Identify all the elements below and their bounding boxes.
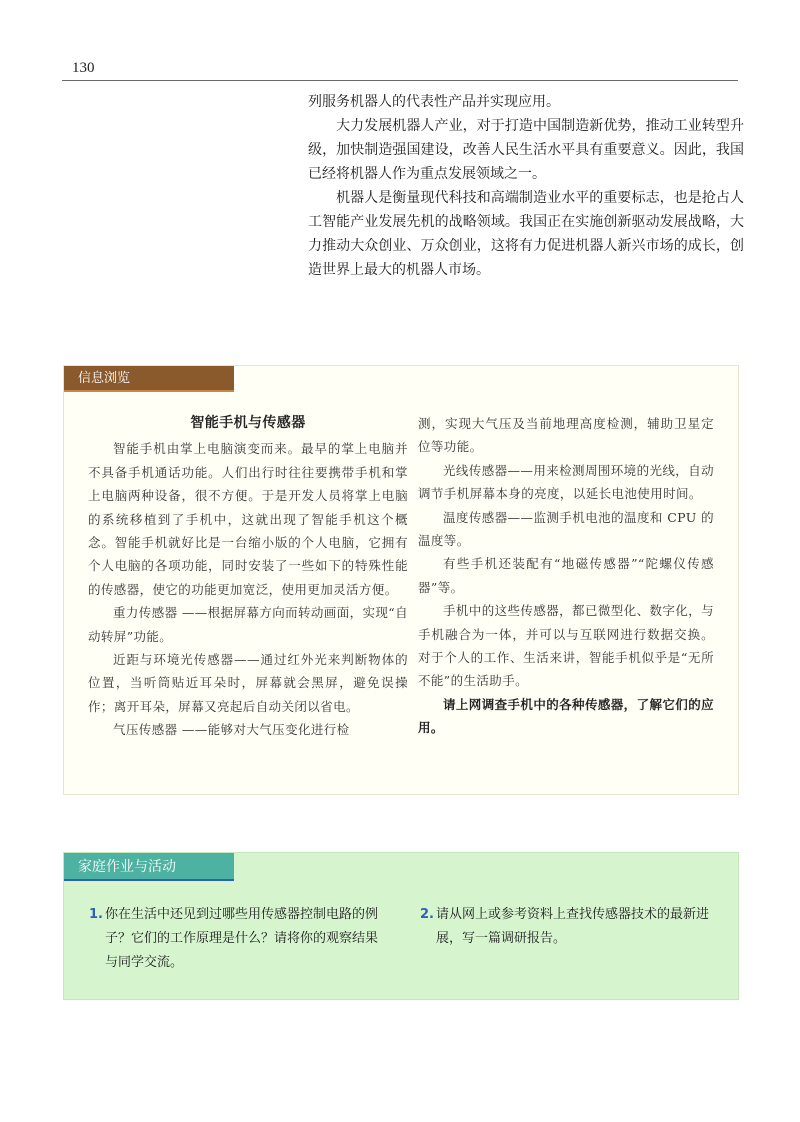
info-right-column [418,412,714,740]
info-browse-tab: 信息浏览 [64,366,234,392]
info-paragraph: 近距与环境光传感器——通过红外光来判断物体的位置，当听筒贴近耳朵时，屏幕就会黑屏，避免误操作；离开耳朵，屏幕又亮起后自动关闭以省电。 [88,652,408,714]
info-paragraph: 智能手机由掌上电脑演变而来。最早的掌上电脑并不具备手机通话功能。人们出行时往往要携带手机和掌上电脑两种设备，很不方便。于是开发人员将掌上电脑的系统移植到了手机中，这就出现了智能手机这个概念。智能手机就好比是一台缩小版的个人电脑，它拥有个人电脑的各项功能，同时安装了一些如下的特殊性能的传感器，使它的功能更加宽泛，使用更加灵活方便。 [88,441,408,597]
homework-item-text: 你在生活中还见到过哪些用传感器控制电路的例子？它们的工作原理是什么？请将你的观察结果与同学交流。 [105,907,379,970]
homework-item-2 [420,903,720,951]
intro-paragraph-3: 机器人是衡量现代科技和高端制造业水平的重要标志，也是抢占人工智能产业发展先机的战略领域。我国正在实施创新驱动发展战略，大力推动大众创业、万众创业，这将有力促进机器人新兴市场的成长，创造世界上最大的机器人市场。 [308,190,744,278]
page-number: 130 [72,60,95,76]
info-paragraph: 重力传感器 ——根据屏幕方向而转动画面，实现“自动转屏”功能。 [88,605,408,644]
info-paragraph: 气压传感器 ——能够对大气压变化进行检 [113,722,350,738]
homework-tab: 家庭作业与活动 [64,853,234,881]
intro-text [308,90,744,282]
intro-paragraph-2: 大力发展机器人产业，对于打造中国制造新优势，推动工业转型升级，加快制造强国建设，改善人民生活水平具有重要意义。因此，我国已经将机器人作为重点发展领域之一。 [308,118,744,182]
intro-paragraph-1: 列服务机器人的代表性产品并实现应用。 [308,94,560,110]
info-paragraph: 有些手机还装配有“地磁传感器”“陀螺仪传感器”等。 [418,556,714,595]
info-browse-box [63,365,739,795]
info-paragraph: 温度传感器——监测手机电池的温度和 CPU 的温度等。 [418,509,714,549]
homework-box [63,852,739,1000]
info-paragraph: 光线传感器——用来检测周围环境的光线，自动调节手机屏幕本身的亮度，以延长电池使用时间。 [418,462,714,502]
homework-item-1 [89,903,389,975]
header-rule [62,80,738,81]
info-paragraph: 手机中的这些传感器，都已微型化、数字化，与手机融合为一体，并可以与互联网进行数据交换。对于个人的工作、生活来讲，智能手机似乎是“无所不能”的生活助手。 [418,603,714,689]
homework-item-number: 1. [89,907,103,922]
homework-item-number: 2. [420,907,434,922]
info-left-column [88,412,408,742]
homework-item-text: 请从网上或参考资料上查找传感器技术的最新进展，写一篇调研报告。 [436,907,710,946]
info-closing-task: 请上网调查手机中的各种传感器，了解它们的应用。 [418,696,714,736]
info-paragraph: 测，实现大气压及当前地理高度检测，辅助卫星定位等功能。 [418,416,714,455]
info-title: 智能手机与传感器 [190,415,306,431]
